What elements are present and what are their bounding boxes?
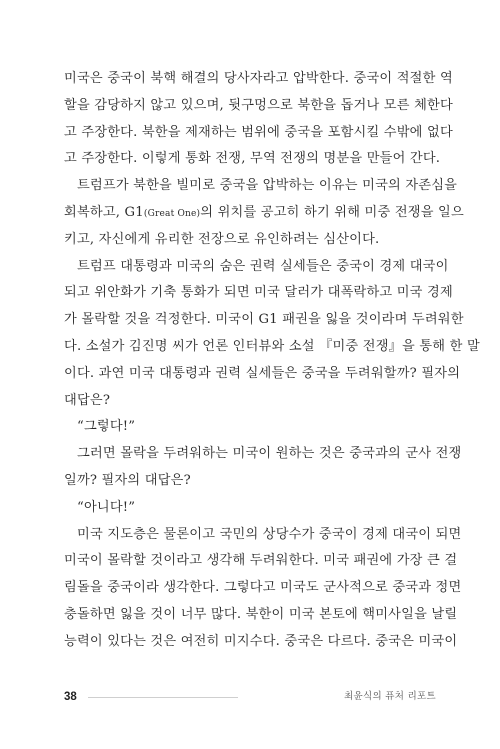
- footer-divider: [88, 697, 238, 698]
- text-line: [64, 200, 464, 227]
- text-run: 의 위치를 공고히 하기 위해 미중 전쟁을 일으: [200, 204, 464, 220]
- text-line: 고 주장한다. 이렇게 통화 전쟁, 무역 전쟁의 명분을 만들어 간다.: [64, 151, 441, 167]
- text-line: 다. 소설가 김진명 씨가 언론 인터뷰와 소설 『미중 전쟁』을 통해 한 말: [64, 338, 480, 354]
- text-line: 되고 위안화가 기축 통화가 되면 미국 달러가 대폭락하고 미국 경제: [64, 285, 453, 301]
- text-line: 대답은?: [64, 392, 111, 408]
- text-line: 키고, 자신에게 유리한 전장으로 유인하려는 심산이다.: [64, 231, 380, 247]
- text-line: 미국은 중국이 북핵 해결의 당사자라고 압박한다. 중국이 적절한 역: [64, 71, 453, 86]
- text-line: 가 몰락할 것을 걱정한다. 미국이 G1 패권을 잃을 것이라며 두려워한: [64, 312, 464, 328]
- paragraph-first-line: 트럼프 대통령과 미국의 숨은 권력 실세들은 중국이 경제 대국이: [77, 258, 449, 274]
- text-line: 고 주장한다. 북한을 제재하는 범위에 중국을 포함시킬 수밖에 없다: [64, 124, 453, 140]
- quote-line: “아니다!”: [77, 499, 136, 515]
- page-number: 38: [64, 691, 77, 703]
- text-line: 능력이 있다는 것은 여전히 미지수다. 중국은 다르다. 중국은 미국이: [64, 633, 458, 649]
- text-line: 충돌하면 잃을 것이 너무 많다. 북한이 미국 본토에 핵미사일을 날릴: [64, 606, 458, 622]
- text-line: 림돌을 중국이라 생각한다. 그렇다고 미국도 군사적으로 중국과 정면: [64, 580, 462, 596]
- small-text-run: (Great One): [143, 208, 201, 219]
- running-head: 최윤식의 퓨처 리포트: [344, 691, 436, 702]
- paragraph-first-line: 그러면 몰락을 두려워하는 미국이 원하는 것은 중국과의 군사 전쟁: [77, 446, 462, 462]
- page-footer: [64, 689, 436, 705]
- paragraph-first-line: 트럼프가 북한을 빌미로 중국을 압박하는 이유는 미국의 자존심을: [77, 178, 458, 194]
- quote-line: “그렇다!”: [77, 419, 136, 435]
- paragraph-first-line: 미국 지도층은 물론이고 국민의 상당수가 중국이 경제 대국이 되면: [77, 526, 462, 542]
- text-line: 이다. 과연 미국 대통령과 권력 실세들은 중국을 두려워할까? 필자의: [64, 365, 461, 381]
- body-text: [64, 66, 480, 656]
- text-line: 일까? 필자의 대답은?: [64, 472, 191, 488]
- text-line: 할을 감당하지 않고 있으며, 뒷구멍으로 북한을 돕거나 모른 체한다: [64, 97, 453, 113]
- text-line: 미국이 몰락할 것이라고 생각해 두려워한다. 미국 패권에 가장 큰 걸: [64, 553, 458, 569]
- text-run: 회복하고, G1: [64, 204, 144, 220]
